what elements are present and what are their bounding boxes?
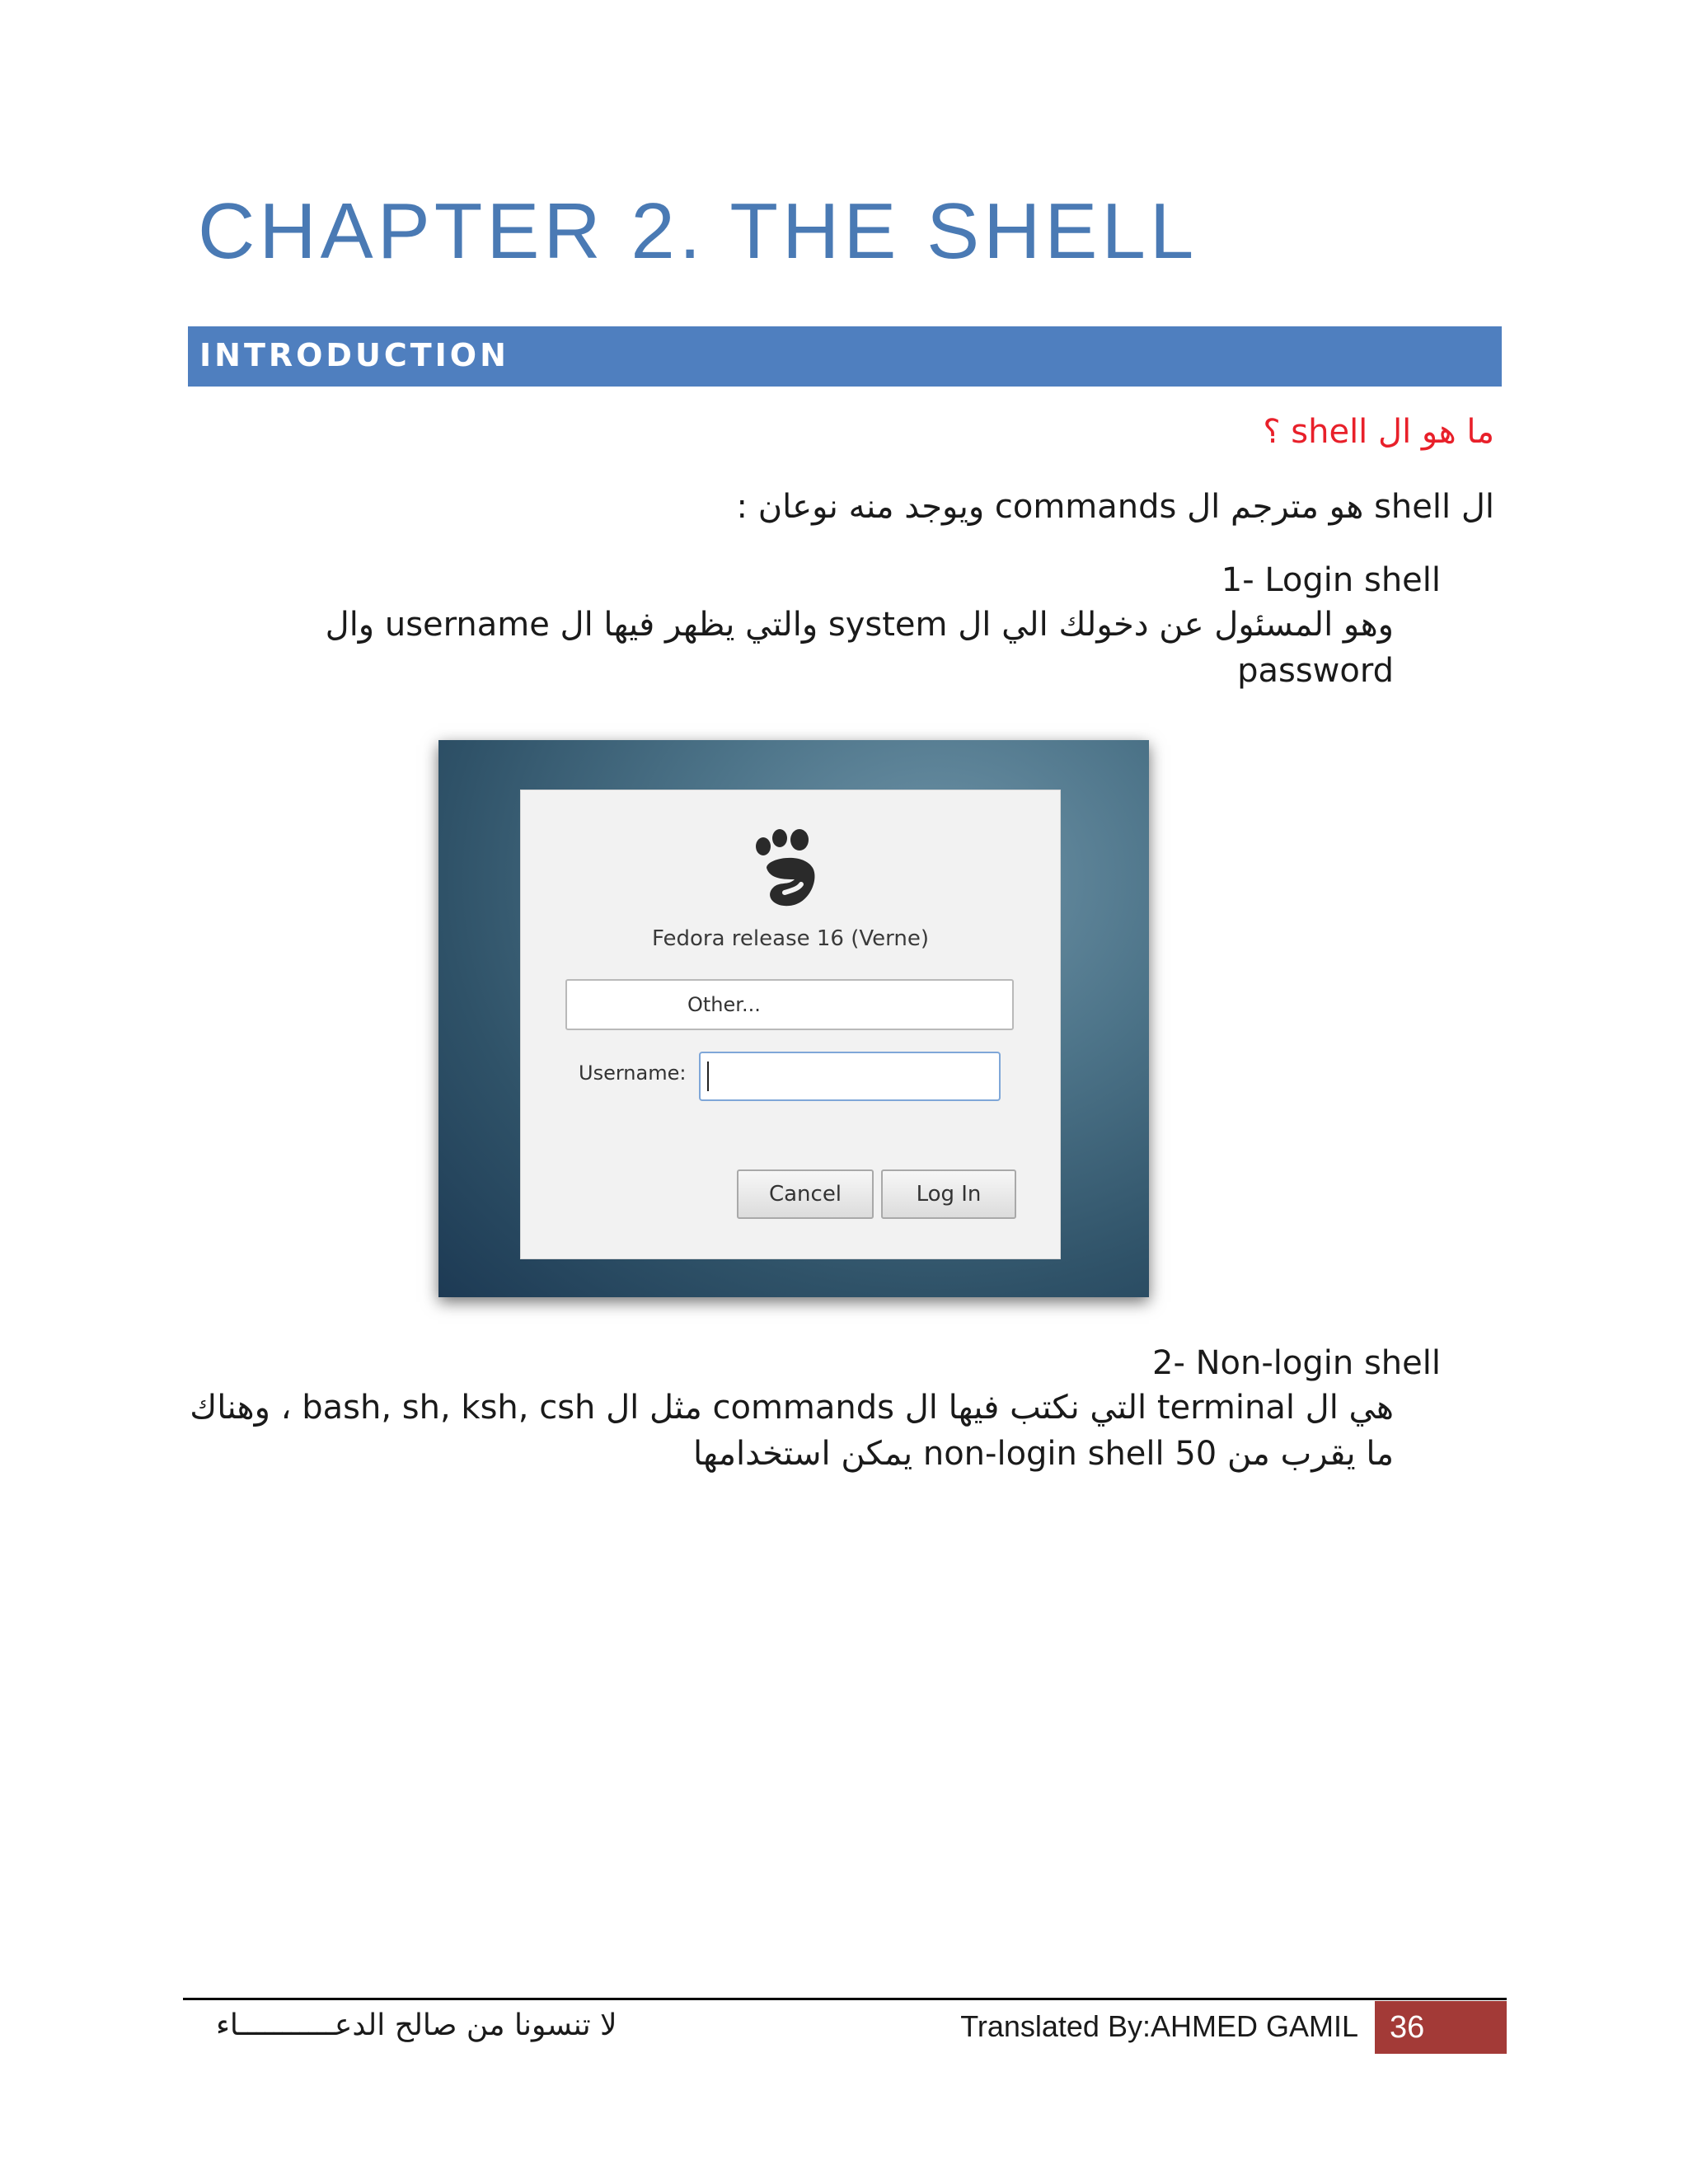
username-label: Username: bbox=[579, 1062, 687, 1085]
item-1-heading: 1- Login shell bbox=[1221, 561, 1441, 599]
footer-divider bbox=[183, 1998, 1507, 2000]
other-button[interactable]: Other... bbox=[565, 979, 1014, 1030]
gnome-foot-icon bbox=[752, 828, 826, 911]
item-2-description: هي ال terminal التي نكتب فيها ال commands مثل ال bash, sh, ksh, csh ، وهناك ما يقرب من 50 non-login shell يمكن استخدامها bbox=[190, 1389, 1394, 1473]
section-heading: INTRODUCTION bbox=[199, 337, 509, 373]
cancel-button[interactable]: Cancel bbox=[737, 1169, 874, 1219]
text-caret bbox=[707, 1062, 709, 1091]
item-1-description: وهو المسئول عن دخولك الي ال system والتي يظهر فيها ال username وال password bbox=[325, 606, 1394, 690]
release-label: Fedora release 16 (Verne) bbox=[651, 926, 929, 951]
section-heading-bar bbox=[188, 326, 1502, 387]
item-2-heading: 2- Non-login shell bbox=[1152, 1344, 1441, 1382]
login-dialog bbox=[520, 790, 1061, 1259]
chapter-title: CHAPTER 2. THE SHELL bbox=[198, 187, 1198, 275]
login-button[interactable]: Log In bbox=[881, 1169, 1016, 1219]
footer-dua-text: لا تنسونا من صالح الدعـــــــــــاء bbox=[216, 2008, 617, 2042]
intro-paragraph: ال shell هو مترجم ال commands ويوجد منه نوعان : bbox=[736, 488, 1494, 526]
page-number: 36 bbox=[1375, 2001, 1507, 2054]
footer-credit: Translated By:AHMED GAMIL bbox=[960, 2009, 1358, 2043]
username-input[interactable] bbox=[699, 1052, 1001, 1101]
login-screenshot bbox=[438, 740, 1149, 1297]
question-heading: ما هو ال shell ؟ bbox=[1263, 413, 1494, 451]
